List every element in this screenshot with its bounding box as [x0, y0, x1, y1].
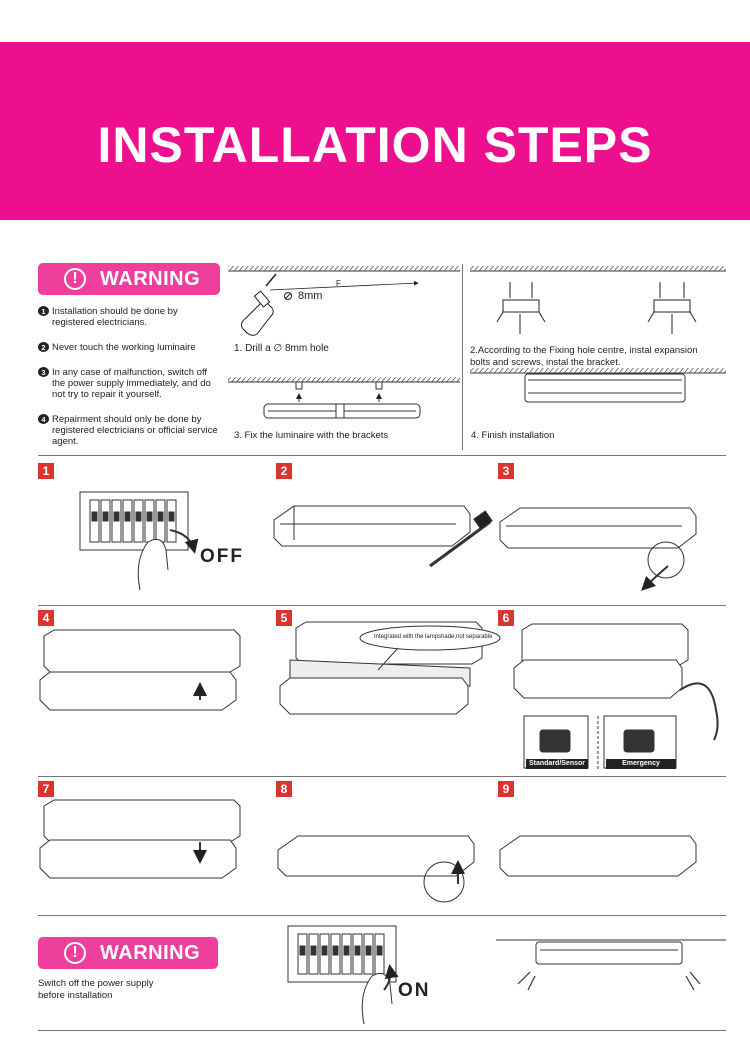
- step-badge-9: 9: [498, 781, 514, 797]
- warning-bottom-text: Switch off the power supply before installation: [38, 978, 154, 1001]
- step-badge-4: 4: [38, 610, 54, 626]
- step2-caption: 2.According to the Fixing hole centre, instal expansion bolts and screws, instal the bracket.: [470, 345, 698, 368]
- note-item: 3 In any case of malfunction, switch off the power supply immediately, and do not try to repair it yourself.: [38, 367, 218, 400]
- step-badge-2: 2: [276, 463, 292, 479]
- step-badge-3: 3: [498, 463, 514, 479]
- off-label: OFF: [200, 546, 244, 567]
- note-item: 2 Never touch the working luminaire: [38, 342, 218, 353]
- step-badge-8: 8: [276, 781, 292, 797]
- exclamation-icon: !: [64, 268, 86, 290]
- step-badge-1: 1: [38, 463, 54, 479]
- warning-badge-bottom: [38, 937, 218, 969]
- warning-label: WARNING: [100, 267, 201, 290]
- on-label: ON: [398, 980, 431, 1001]
- page-title: INSTALLATION STEPS: [97, 117, 653, 173]
- exclamation-icon: !: [64, 942, 86, 964]
- step3-caption: 3. Fix the luminaire with the brackets: [234, 430, 389, 441]
- note-item: 1 Installation should be done by registered electricians.: [38, 306, 218, 328]
- drill-size: 8mm: [298, 290, 323, 302]
- note-item: 4 Repairment should only be done by registered electricians or official service agent.: [38, 414, 218, 447]
- step-badge-7: 7: [38, 781, 54, 797]
- warning-label: WARNING: [100, 941, 201, 964]
- step4-caption: 4. Finish installation: [471, 430, 555, 441]
- step-badge-5: 5: [276, 610, 292, 626]
- step1-caption: 1. Drill a ∅ 8mm hole: [234, 343, 329, 354]
- standard-sensor-label: Standard/Sensor: [526, 759, 588, 769]
- lampshade-callout: Integrated with the lampshade,not separable: [374, 634, 493, 640]
- f-label: F: [336, 279, 341, 288]
- emergency-label: Emergency: [606, 759, 676, 769]
- step-badge-6: 6: [498, 610, 514, 626]
